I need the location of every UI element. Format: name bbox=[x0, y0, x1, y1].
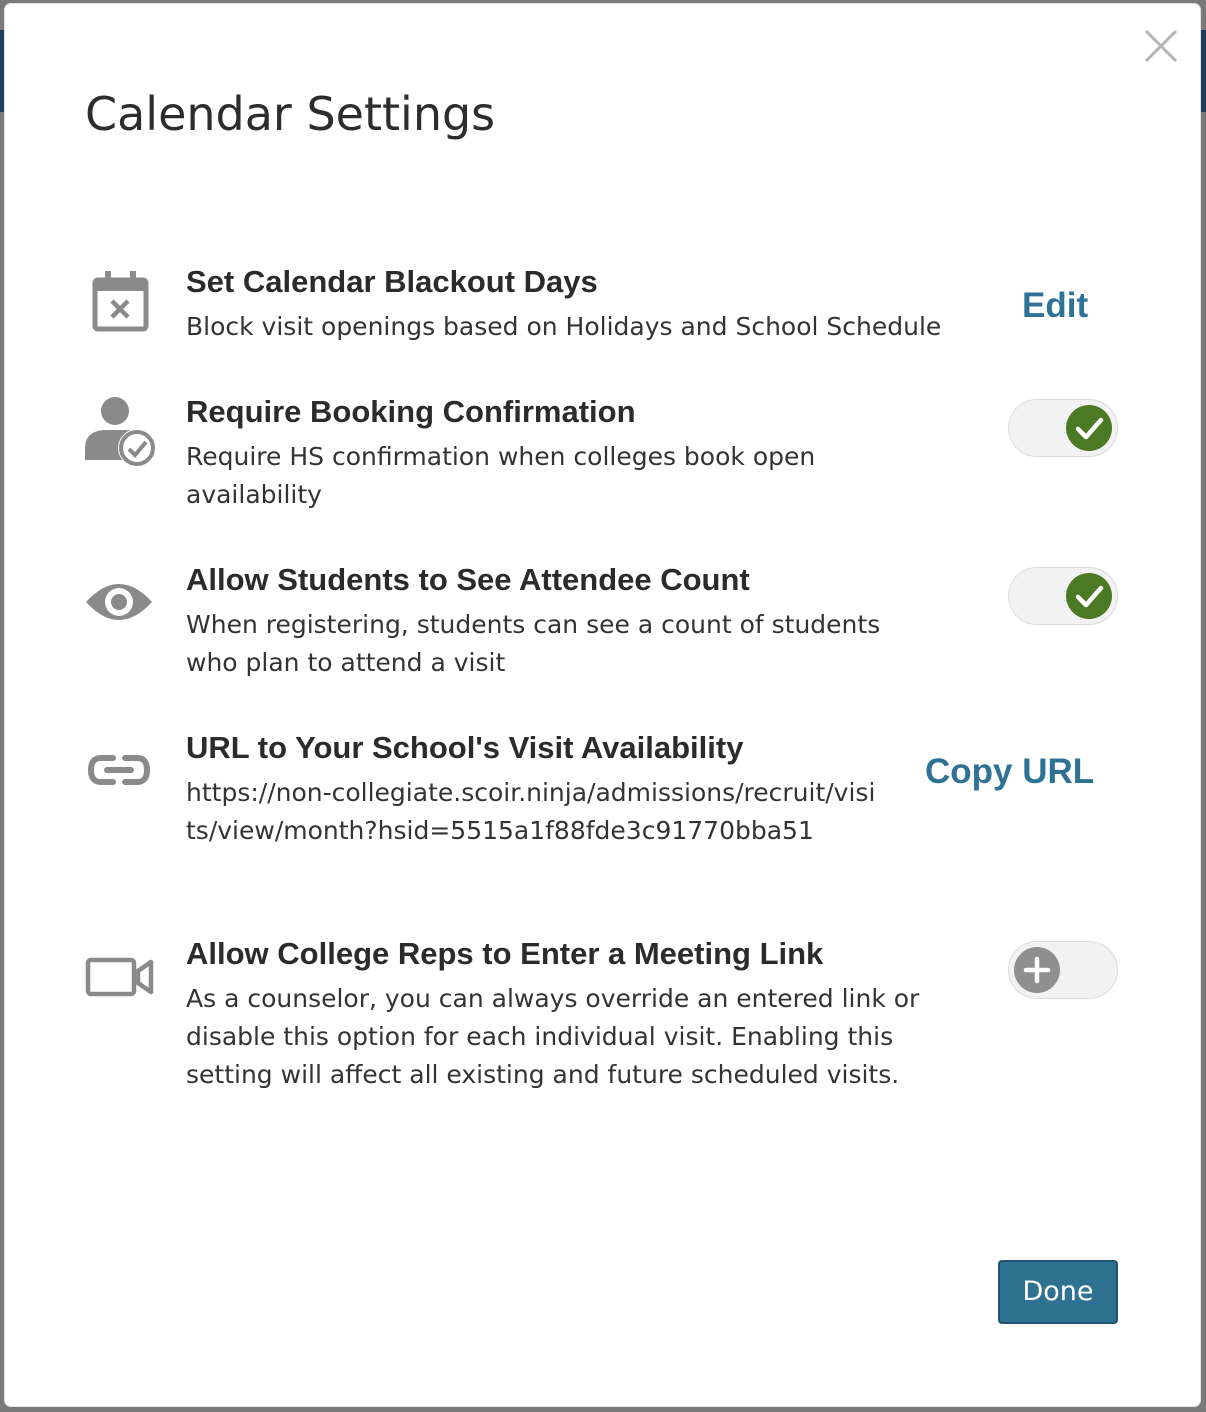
eye-icon bbox=[81, 564, 157, 634]
availability-url-text: https://non-collegiate.scoir.ninja/admissions/recruit/visits/view/month?hsid=5515a1f88fde3c91770bba51 bbox=[186, 778, 876, 845]
done-button[interactable]: Done bbox=[998, 1260, 1118, 1324]
setting-description: When registering, students can see a count of students who plan to attend a visit bbox=[186, 610, 881, 677]
copy-url-link[interactable]: Copy URL bbox=[925, 752, 1095, 791]
edit-blackout-days-link[interactable]: Edit bbox=[1022, 286, 1089, 325]
setting-text bbox=[186, 560, 926, 682]
user-check-icon bbox=[81, 392, 157, 462]
allow-attendee-count-toggle[interactable] bbox=[1008, 567, 1118, 625]
close-icon[interactable] bbox=[1143, 28, 1179, 64]
setting-title: URL to Your School's Visit Availability bbox=[186, 730, 744, 765]
calendar-x-icon bbox=[81, 266, 157, 336]
setting-title: Set Calendar Blackout Days bbox=[186, 264, 598, 299]
setting-text bbox=[186, 728, 926, 850]
link-icon bbox=[81, 732, 157, 802]
setting-text bbox=[186, 392, 926, 514]
video-camera-icon bbox=[81, 938, 157, 1008]
setting-text bbox=[186, 934, 926, 1094]
setting-description: Block visit openings based on Holidays and School Schedule bbox=[186, 312, 942, 341]
modal-title: Calendar Settings bbox=[85, 87, 496, 141]
checkmark-icon bbox=[1066, 405, 1112, 451]
plus-icon bbox=[1014, 947, 1060, 993]
checkmark-icon bbox=[1066, 573, 1112, 619]
setting-title: Require Booking Confirmation bbox=[186, 394, 636, 429]
require-booking-confirmation-toggle[interactable] bbox=[1008, 399, 1118, 457]
setting-title: Allow College Reps to Enter a Meeting Link bbox=[186, 936, 824, 971]
allow-meeting-link-toggle[interactable] bbox=[1008, 941, 1118, 999]
setting-description: As a counselor, you can always override an entered link or disable this option for each individual visit. Enabling this setting will affect all existing and future scheduled visits. bbox=[186, 984, 920, 1089]
setting-description: Require HS confirmation when colleges book open availability bbox=[186, 442, 816, 509]
setting-text bbox=[186, 262, 942, 346]
setting-title: Allow Students to See Attendee Count bbox=[186, 562, 750, 597]
calendar-settings-modal bbox=[5, 4, 1200, 1406]
